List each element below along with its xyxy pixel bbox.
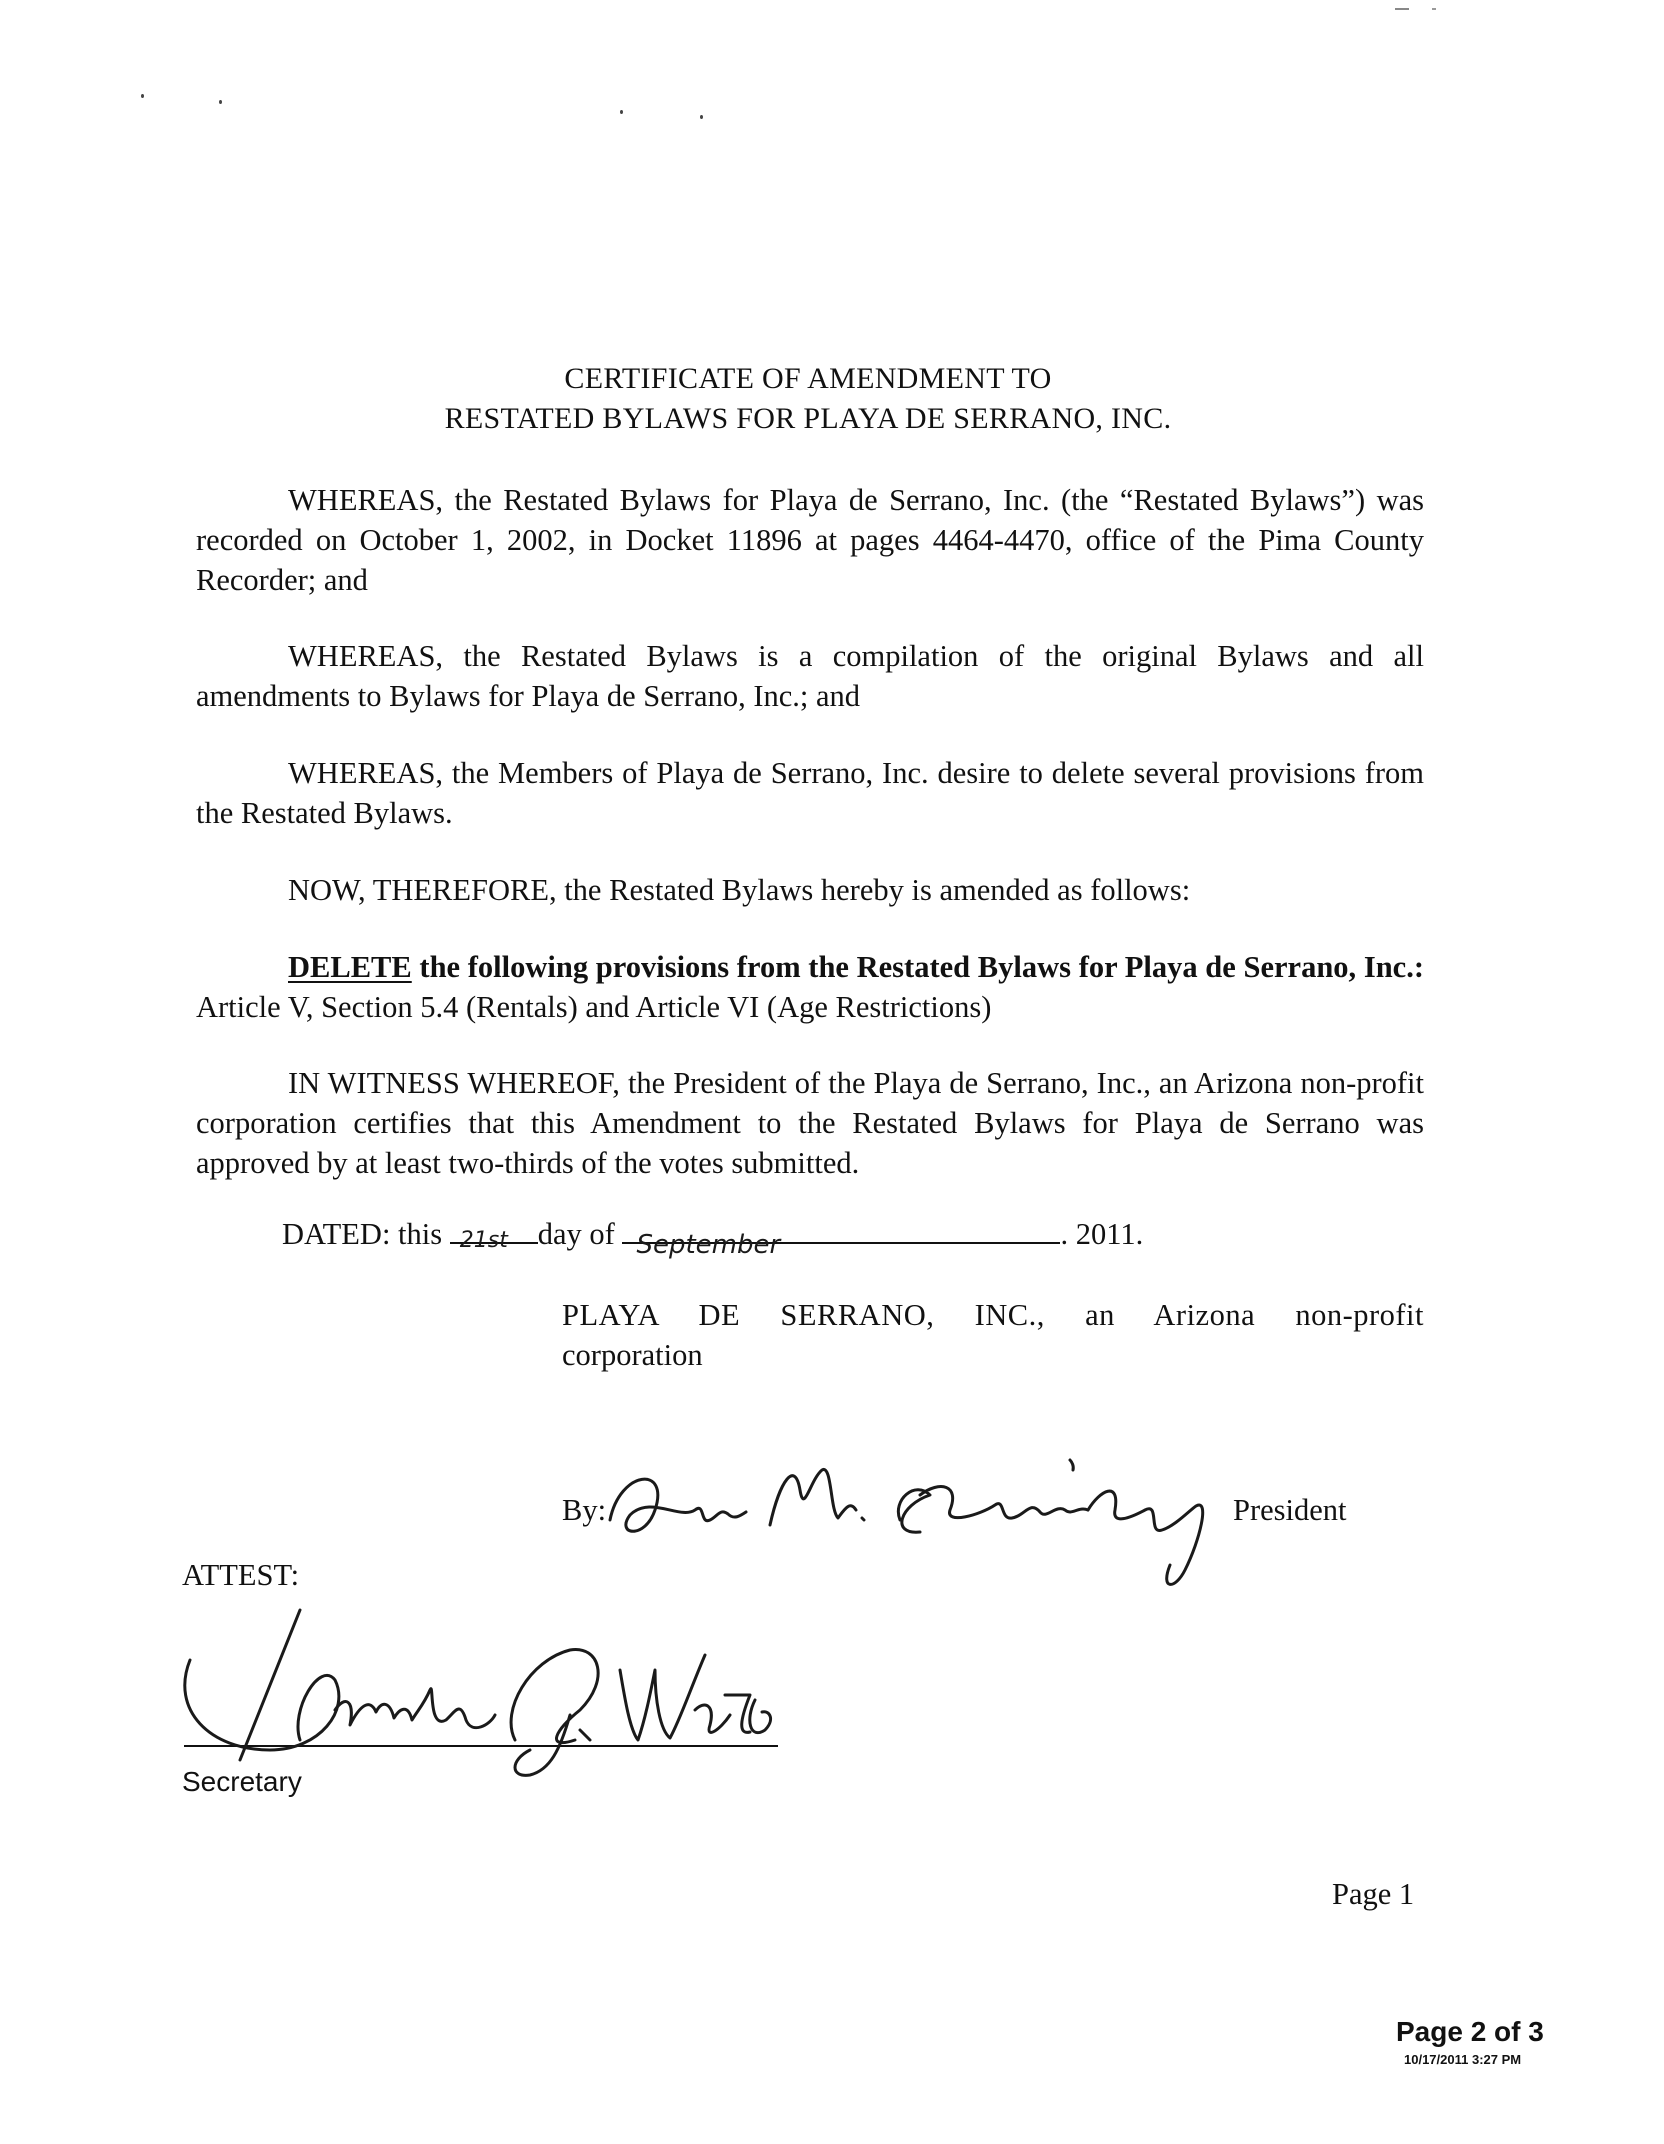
scan-speck: [141, 94, 144, 98]
corporation-type-line: corporation: [562, 1338, 703, 1372]
day-blank: [450, 1228, 538, 1253]
paragraph-whereas-members: WHEREAS, the Members of Playa de Serrano, Inc. desire to delete several provisions from the Restated Bylaws.: [196, 756, 1424, 830]
scan-speck: [700, 115, 703, 119]
secretary-signature: [150, 1600, 790, 1780]
paragraph-in-witness: IN WITNESS WHEREOF, the President of the Playa de Serrano, Inc., an Arizona non-profit corporation certifies that this Amendment to the Restated Bylaws for Playa de Serrano was approved by at least two-thirds of the votes submitted.: [196, 1066, 1424, 1180]
page-number: Page 1: [1332, 1877, 1415, 1911]
paragraph-whereas-compilation: WHEREAS, the Restated Bylaws is a compilation of the original Bylaws and all amendments to Bylaws for Playa de Serrano, Inc.; and: [196, 639, 1424, 713]
document-title-line-2: RESTATED BYLAWS FOR PLAYA DE SERRANO, INC.: [444, 402, 1172, 435]
attest-label: ATTEST:: [182, 1558, 300, 1592]
document-title-line-1: CERTIFICATE OF AMENDMENT TO: [564, 362, 1052, 395]
scan-speck: [1432, 8, 1436, 10]
fax-timestamp: 10/17/2011 3:27 PM: [1404, 2052, 1522, 2067]
paragraph-delete-provisions: DELETE the following provisions from the Restated Bylaws for Playa de Serrano, Inc.: Article V, Section 5.4 (Rentals) and Article VI (Age Restrictions): [196, 950, 1424, 1024]
month-blank: [622, 1230, 1060, 1260]
scan-speck: [1395, 8, 1409, 10]
dated-line: DATED: this 21st day of September . 2011.: [282, 1217, 1144, 1260]
scan-speck: [620, 110, 623, 114]
corporation-name-line: PLAYA DE SERRANO, INC., an Arizona non-profit: [562, 1298, 1424, 1332]
scan-speck: [219, 100, 222, 104]
paragraph-whereas-recorded: WHEREAS, the Restated Bylaws for Playa de Serrano, Inc. (the “Restated Bylaws”) was recorded on October 1, 2002, in Docket 11896 at pages 4464-4470, office of the Pima County Recorder; and: [196, 483, 1424, 597]
delete-keyword: DELETE: [288, 950, 412, 984]
month-handwritten: September: [636, 1230, 781, 1260]
page-stamp: Page 2 of 3: [1396, 2016, 1544, 2047]
day-handwritten: 21st: [459, 1228, 508, 1253]
paragraph-now-therefore: NOW, THEREFORE, the Restated Bylaws hereby is amended as follows:: [288, 873, 1191, 907]
by-label: By:: [562, 1493, 607, 1527]
secretary-label: Secretary: [182, 1766, 302, 1797]
president-signature: [600, 1440, 1240, 1600]
president-label: President: [1233, 1493, 1347, 1527]
